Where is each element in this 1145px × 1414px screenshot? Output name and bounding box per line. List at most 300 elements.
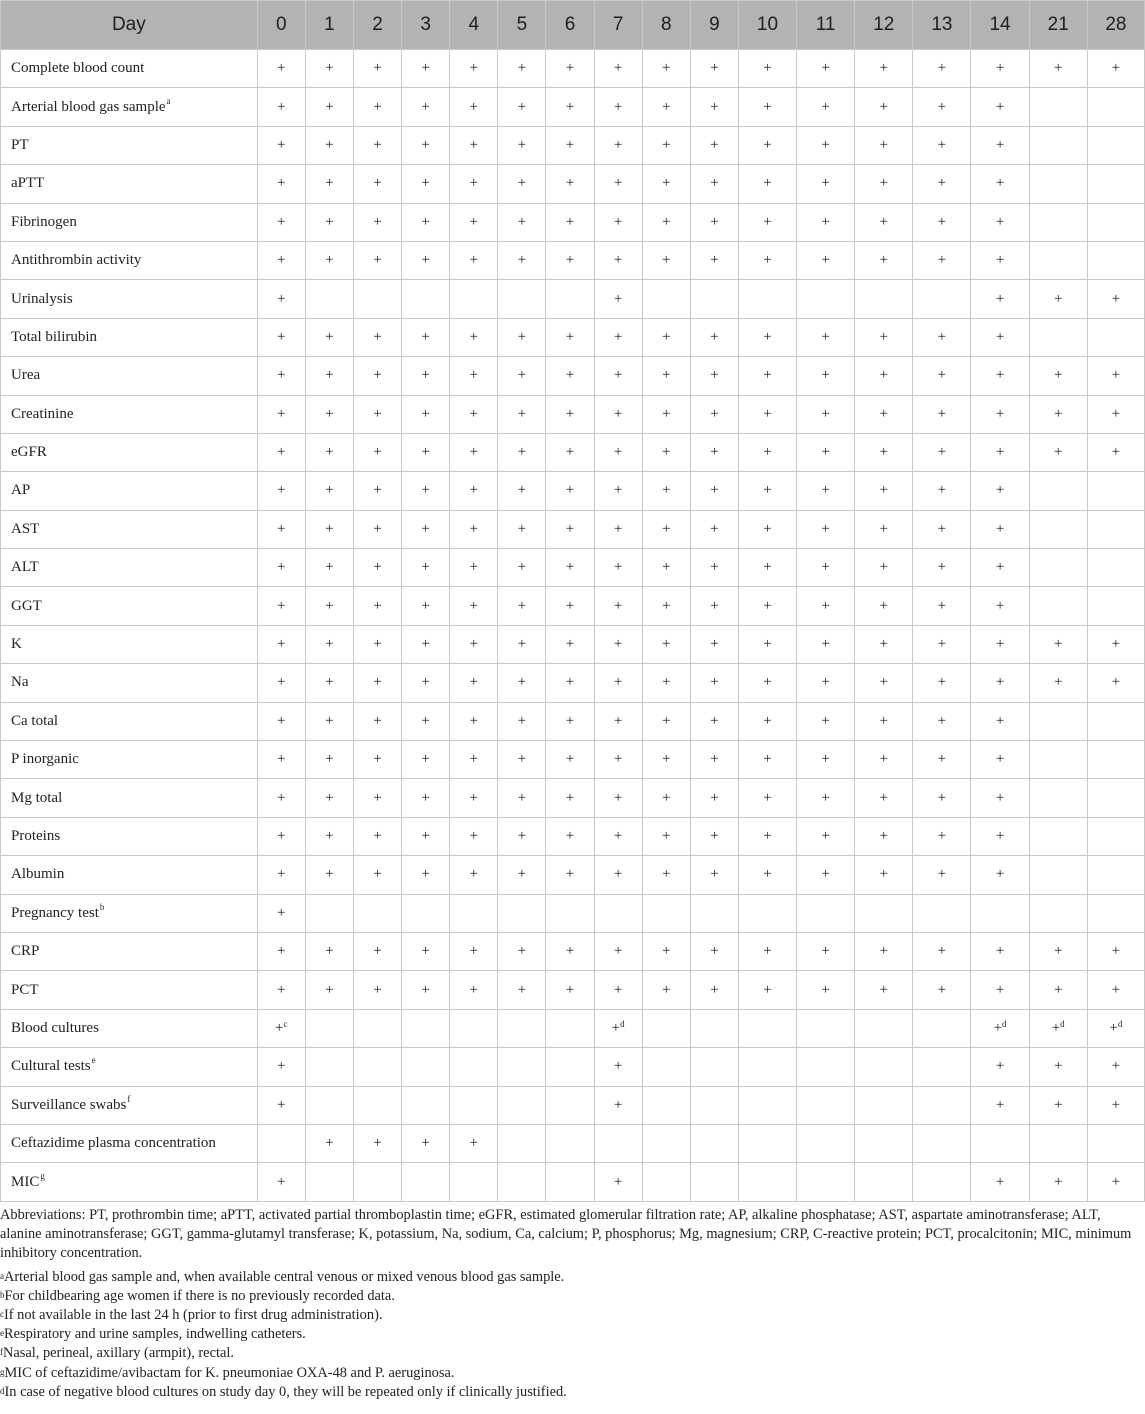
table-cell xyxy=(913,894,971,932)
table-cell: + xyxy=(642,779,690,817)
table-cell: + xyxy=(594,741,642,779)
header-day-12: 12 xyxy=(855,1,913,50)
table-cell: + xyxy=(402,587,450,625)
table-cell xyxy=(855,1086,913,1124)
table-cell: + xyxy=(913,241,971,279)
table-cell: + xyxy=(738,241,796,279)
table-cell xyxy=(450,1163,498,1201)
table-cell: + xyxy=(353,510,401,548)
table-cell xyxy=(498,1086,546,1124)
table-cell xyxy=(690,280,738,318)
table-cell: + xyxy=(498,625,546,663)
table-cell: + xyxy=(913,510,971,548)
table-cell: + xyxy=(738,625,796,663)
footnote-marker: f xyxy=(127,1093,131,1104)
table-cell: + xyxy=(353,241,401,279)
table-cell: + xyxy=(305,664,353,702)
row-label-text: GGT xyxy=(11,597,42,614)
table-cell: + xyxy=(498,587,546,625)
table-cell: + xyxy=(690,510,738,548)
table-cell: + xyxy=(971,741,1029,779)
table-cell: + xyxy=(971,357,1029,395)
table-cell: + xyxy=(546,856,594,894)
table-cell: + xyxy=(1087,625,1144,663)
table-cell xyxy=(1087,472,1144,510)
table-cell xyxy=(1087,318,1144,356)
row-label xyxy=(1,88,258,126)
table-cell: + xyxy=(257,971,305,1009)
table-cell xyxy=(546,894,594,932)
table-cell: + xyxy=(594,50,642,88)
table-cell xyxy=(1087,510,1144,548)
table-cell: + xyxy=(546,395,594,433)
table-cell: + xyxy=(450,625,498,663)
table-cell: + xyxy=(913,856,971,894)
row-label xyxy=(1,625,258,663)
table-cell: + xyxy=(971,510,1029,548)
table-cell: + xyxy=(1087,357,1144,395)
footnote-marker: a xyxy=(166,95,171,106)
table-cell: + xyxy=(1029,50,1087,88)
table-cell: + xyxy=(642,318,690,356)
table-cell: + xyxy=(257,817,305,855)
table-cell xyxy=(546,280,594,318)
table-cell: + xyxy=(594,817,642,855)
table-cell: + xyxy=(546,817,594,855)
row-label-text: aPTT xyxy=(11,175,45,192)
table-cell: + xyxy=(594,203,642,241)
table-cell: + xyxy=(855,971,913,1009)
table-cell: + xyxy=(594,472,642,510)
table-cell: + xyxy=(546,241,594,279)
table-cell: + xyxy=(690,741,738,779)
table-cell: + xyxy=(971,472,1029,510)
table-cell: + xyxy=(498,165,546,203)
row-label xyxy=(1,126,258,164)
table-cell: + xyxy=(257,894,305,932)
table-cell: + xyxy=(353,817,401,855)
table-cell xyxy=(594,894,642,932)
table-cell: + xyxy=(738,357,796,395)
row-label-text: Na xyxy=(11,674,29,691)
table-cell xyxy=(738,280,796,318)
table-cell: + xyxy=(642,395,690,433)
table-cell: + xyxy=(594,664,642,702)
row-label xyxy=(1,779,258,817)
table-cell xyxy=(402,1048,450,1086)
table-cell: + xyxy=(402,625,450,663)
table-cell: + xyxy=(913,779,971,817)
table-cell: + xyxy=(498,241,546,279)
table-cell: + xyxy=(971,165,1029,203)
table-cell: + xyxy=(1029,1163,1087,1201)
table-cell xyxy=(797,894,855,932)
table-cell: + xyxy=(913,472,971,510)
table-cell: + xyxy=(1087,1048,1144,1086)
table-cell xyxy=(402,1086,450,1124)
table-cell: + xyxy=(353,856,401,894)
table-cell: + xyxy=(738,549,796,587)
table-cell: + xyxy=(971,549,1029,587)
table-cell xyxy=(690,1086,738,1124)
table-cell xyxy=(738,1009,796,1047)
table-cell: + xyxy=(690,203,738,241)
table-cell: + xyxy=(594,88,642,126)
table-cell: + xyxy=(450,549,498,587)
table-cell: + xyxy=(450,126,498,164)
table-cell: + xyxy=(305,510,353,548)
table-cell xyxy=(738,894,796,932)
table-cell xyxy=(1087,126,1144,164)
table-cell xyxy=(797,1048,855,1086)
table-row xyxy=(1,779,1145,817)
footnote-g: $^g$MIC of ceftazidime/avibactam for K. pneumoniae OXA-48 and P. aeruginosa. xyxy=(0,1364,455,1381)
table-cell: + xyxy=(402,88,450,126)
table-cell: + xyxy=(402,241,450,279)
table-cell: + xyxy=(546,50,594,88)
table-cell: + xyxy=(305,932,353,970)
row-label-text: Surveillance swabs xyxy=(11,1096,127,1113)
table-cell: + xyxy=(1087,433,1144,471)
table-cell: + xyxy=(1087,971,1144,1009)
row-label-text: eGFR xyxy=(11,444,47,461)
table-cell: + xyxy=(498,433,546,471)
table-cell: + xyxy=(1029,1048,1087,1086)
table-cell: + xyxy=(546,971,594,1009)
table-cell xyxy=(1087,702,1144,740)
table-cell: + xyxy=(257,165,305,203)
table-cell xyxy=(1087,88,1144,126)
row-label xyxy=(1,741,258,779)
row-label-text: P inorganic xyxy=(11,751,79,768)
table-cell: + xyxy=(690,932,738,970)
table-cell: + xyxy=(450,433,498,471)
table-cell xyxy=(594,1124,642,1162)
table-cell: + xyxy=(594,779,642,817)
table-cell: + xyxy=(642,932,690,970)
table-cell: + xyxy=(402,932,450,970)
table-cell: + xyxy=(402,472,450,510)
table-cell: + xyxy=(257,50,305,88)
table-cell: + xyxy=(450,702,498,740)
table-cell: + xyxy=(450,587,498,625)
table-cell: + xyxy=(797,971,855,1009)
table-cell xyxy=(642,1086,690,1124)
table-row xyxy=(1,625,1145,663)
table-cell: + xyxy=(690,395,738,433)
table-cell xyxy=(738,1163,796,1201)
table-cell xyxy=(450,1086,498,1124)
table-cell: + xyxy=(738,779,796,817)
header-day-21: 21 xyxy=(1029,1,1087,50)
table-cell: + xyxy=(642,241,690,279)
table-cell: + xyxy=(257,1048,305,1086)
table-cell: + xyxy=(498,88,546,126)
table-cell: + xyxy=(738,88,796,126)
footnote-e: $^e$Respiratory and urine samples, indwelling catheters. xyxy=(0,1326,306,1343)
table-cell: + xyxy=(305,50,353,88)
table-cell xyxy=(1029,702,1087,740)
table-cell xyxy=(546,1048,594,1086)
row-label-text: MIC xyxy=(11,1173,40,1190)
table-cell: + xyxy=(690,472,738,510)
table-cell: + xyxy=(690,50,738,88)
table-cell: + xyxy=(690,549,738,587)
table-cell: + xyxy=(690,318,738,356)
table-cell: + xyxy=(971,88,1029,126)
table-cell: + xyxy=(546,472,594,510)
table-cell xyxy=(305,280,353,318)
table-cell xyxy=(498,1009,546,1047)
row-label xyxy=(1,357,258,395)
table-row xyxy=(1,1009,1145,1047)
table-cell: + xyxy=(913,126,971,164)
table-cell: + xyxy=(498,932,546,970)
table-cell: + xyxy=(1029,625,1087,663)
table-cell: + xyxy=(738,472,796,510)
table-cell: + xyxy=(402,50,450,88)
table-row xyxy=(1,1086,1145,1124)
table-cell: + xyxy=(642,702,690,740)
table-cell: + xyxy=(353,549,401,587)
header-day-28: 28 xyxy=(1087,1,1144,50)
table-cell xyxy=(642,1009,690,1047)
table-cell: + xyxy=(913,357,971,395)
header-day-5: 5 xyxy=(498,1,546,50)
table-cell: + xyxy=(971,395,1029,433)
table-cell: + xyxy=(855,510,913,548)
table-cell: + xyxy=(498,741,546,779)
table-cell xyxy=(690,1124,738,1162)
table-cell: + xyxy=(257,126,305,164)
table-cell xyxy=(642,1048,690,1086)
table-cell xyxy=(402,894,450,932)
table-cell: + xyxy=(402,817,450,855)
table-cell: + xyxy=(546,88,594,126)
table-cell: + xyxy=(305,165,353,203)
table-cell xyxy=(498,894,546,932)
table-cell xyxy=(353,1086,401,1124)
row-label xyxy=(1,549,258,587)
table-cell: + xyxy=(971,587,1029,625)
table-cell: + xyxy=(594,856,642,894)
table-cell: + xyxy=(305,126,353,164)
table-cell xyxy=(498,280,546,318)
table-cell xyxy=(305,894,353,932)
table-cell xyxy=(690,894,738,932)
table-cell xyxy=(1087,1124,1144,1162)
table-cell xyxy=(913,1048,971,1086)
table-cell xyxy=(913,280,971,318)
table-cell: + xyxy=(305,1124,353,1162)
table-cell: + xyxy=(450,357,498,395)
table-cell: + xyxy=(971,1163,1029,1201)
table-cell: + xyxy=(1087,932,1144,970)
table-cell: + xyxy=(797,741,855,779)
table-cell: + xyxy=(642,472,690,510)
table-cell: + xyxy=(353,203,401,241)
table-cell xyxy=(1087,856,1144,894)
table-row xyxy=(1,817,1145,855)
table-cell: + xyxy=(690,779,738,817)
table-cell xyxy=(1029,165,1087,203)
row-label-text: Antithrombin activity xyxy=(11,252,142,269)
table-cell: + xyxy=(305,433,353,471)
row-label xyxy=(1,664,258,702)
table-cell xyxy=(1087,165,1144,203)
table-cell: + xyxy=(546,587,594,625)
table-cell: + xyxy=(913,664,971,702)
table-cell xyxy=(402,1163,450,1201)
table-cell: + xyxy=(855,664,913,702)
table-cell: +$^d$ xyxy=(594,1009,642,1047)
footnote-d: $^d$In case of negative blood cultures on study day 0, they will be repeated only if clinically justified. xyxy=(0,1383,567,1400)
table-cell: + xyxy=(257,856,305,894)
table-row xyxy=(1,50,1145,88)
row-label-text: PCT xyxy=(11,981,39,998)
header-day-4: 4 xyxy=(450,1,498,50)
table-cell xyxy=(738,1048,796,1086)
table-cell: +$^d$ xyxy=(1087,1009,1144,1047)
table-cell: + xyxy=(257,472,305,510)
table-notes xyxy=(0,1206,1138,1402)
footnote-marker: g xyxy=(40,1170,45,1181)
table-cell: + xyxy=(257,779,305,817)
table-cell xyxy=(1087,894,1144,932)
table-cell: + xyxy=(257,318,305,356)
footnote-f: $^f$Nasal, perineal, axillary (armpit), rectal. xyxy=(0,1345,234,1362)
table-cell: + xyxy=(913,50,971,88)
row-label-text: CRP xyxy=(11,943,40,960)
table-cell: + xyxy=(594,510,642,548)
table-cell: + xyxy=(913,549,971,587)
table-cell: + xyxy=(498,702,546,740)
table-row xyxy=(1,971,1145,1009)
table-cell xyxy=(1029,817,1087,855)
table-cell: + xyxy=(594,1048,642,1086)
table-cell: + xyxy=(546,165,594,203)
table-cell: + xyxy=(1029,395,1087,433)
table-cell: + xyxy=(738,165,796,203)
table-cell: + xyxy=(402,779,450,817)
row-label-text: Creatinine xyxy=(11,405,74,422)
table-cell xyxy=(1087,203,1144,241)
table-cell: + xyxy=(642,510,690,548)
table-cell: + xyxy=(690,126,738,164)
table-cell: + xyxy=(498,510,546,548)
table-cell: + xyxy=(971,664,1029,702)
header-day-0: 0 xyxy=(257,1,305,50)
header-day-13: 13 xyxy=(913,1,971,50)
table-cell: + xyxy=(450,241,498,279)
footnote-marker: e xyxy=(91,1055,96,1066)
table-cell: + xyxy=(402,1124,450,1162)
table-cell: + xyxy=(353,741,401,779)
table-cell: + xyxy=(971,280,1029,318)
table-cell: + xyxy=(594,549,642,587)
table-cell: + xyxy=(257,88,305,126)
table-cell: + xyxy=(913,971,971,1009)
table-cell xyxy=(1087,779,1144,817)
table-row xyxy=(1,549,1145,587)
table-cell xyxy=(1029,472,1087,510)
table-cell: + xyxy=(305,88,353,126)
table-cell: + xyxy=(797,126,855,164)
table-cell: + xyxy=(690,971,738,1009)
table-row xyxy=(1,433,1145,471)
table-cell xyxy=(1087,241,1144,279)
table-cell xyxy=(498,1048,546,1086)
table-cell: + xyxy=(738,510,796,548)
table-row xyxy=(1,1163,1145,1201)
table-cell xyxy=(546,1163,594,1201)
table-cell: + xyxy=(257,203,305,241)
row-label xyxy=(1,856,258,894)
table-cell: + xyxy=(450,50,498,88)
table-cell: + xyxy=(738,587,796,625)
table-row xyxy=(1,856,1145,894)
table-cell: + xyxy=(546,625,594,663)
table-cell: + xyxy=(594,241,642,279)
table-cell: + xyxy=(971,625,1029,663)
table-cell xyxy=(305,1048,353,1086)
table-cell: + xyxy=(498,664,546,702)
table-cell: + xyxy=(913,817,971,855)
table-cell: + xyxy=(257,433,305,471)
table-cell xyxy=(1029,856,1087,894)
table-cell: + xyxy=(498,357,546,395)
table-cell xyxy=(450,894,498,932)
table-cell: + xyxy=(855,357,913,395)
table-cell: + xyxy=(1087,1086,1144,1124)
table-cell: + xyxy=(738,817,796,855)
table-cell: + xyxy=(546,357,594,395)
table-cell: + xyxy=(546,433,594,471)
table-cell xyxy=(642,1124,690,1162)
table-cell: + xyxy=(594,1086,642,1124)
table-cell xyxy=(402,280,450,318)
table-cell: + xyxy=(642,741,690,779)
table-cell: + xyxy=(257,741,305,779)
table-cell: + xyxy=(498,50,546,88)
table-cell: + xyxy=(690,625,738,663)
table-cell: + xyxy=(690,856,738,894)
table-cell: + xyxy=(546,203,594,241)
table-cell xyxy=(546,1124,594,1162)
table-cell xyxy=(913,1124,971,1162)
table-cell: + xyxy=(738,395,796,433)
table-cell: + xyxy=(353,165,401,203)
table-row xyxy=(1,587,1145,625)
table-cell: + xyxy=(690,88,738,126)
table-cell: + xyxy=(855,472,913,510)
table-cell: + xyxy=(971,856,1029,894)
table-cell: + xyxy=(402,971,450,1009)
table-cell: + xyxy=(305,472,353,510)
header-day-8: 8 xyxy=(642,1,690,50)
table-cell: + xyxy=(257,280,305,318)
table-cell: + xyxy=(546,664,594,702)
row-label xyxy=(1,587,258,625)
row-label-text: Cultural tests xyxy=(11,1058,91,1075)
table-cell: + xyxy=(402,433,450,471)
table-cell: + xyxy=(498,779,546,817)
row-label-text: K xyxy=(11,636,22,653)
table-row xyxy=(1,203,1145,241)
table-cell xyxy=(498,1124,546,1162)
footnote-a: $^a$Arterial blood gas sample and, when available central venous or mixed venous blood gas sample. xyxy=(0,1268,565,1285)
table-row xyxy=(1,664,1145,702)
